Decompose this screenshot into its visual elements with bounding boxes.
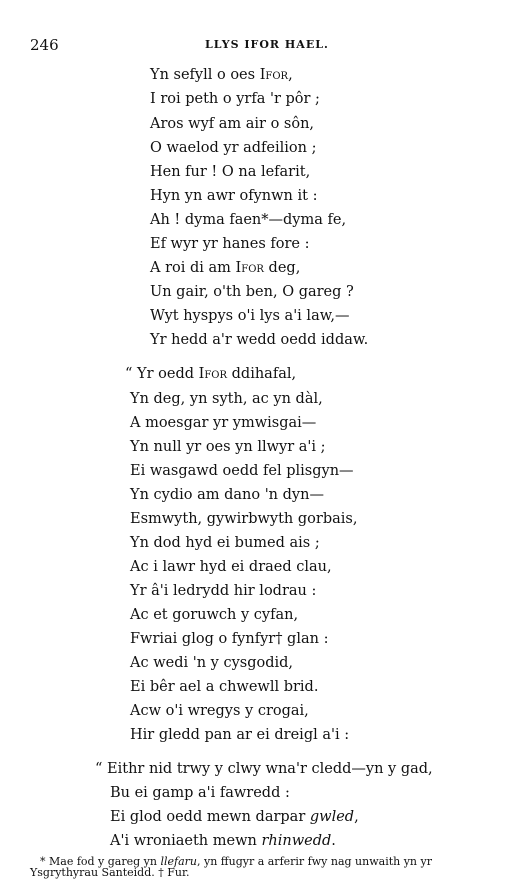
verse-line: Yr â'i ledrydd hir lodrau : bbox=[130, 583, 317, 599]
verse-line: Ac i lawr hyd ei draed clau, bbox=[130, 559, 332, 575]
verse-line: Hir gledd pan ar ei dreigl a'i : bbox=[130, 727, 350, 743]
verse-line: Yr hedd a'r wedd oedd iddaw. bbox=[150, 332, 369, 348]
footnote-line: Ysgrythyrau Santeidd. † Fur. bbox=[30, 866, 190, 879]
verse-line: Aros wyf am air o sôn, bbox=[150, 116, 315, 132]
verse-line: Ei bêr ael a chwewll brid. bbox=[130, 679, 319, 695]
verse-line: Bu ei gamp a'i fawredd : bbox=[110, 785, 290, 801]
verse-line: Hyn yn awr ofynwn it : bbox=[150, 188, 318, 204]
verse-line: Ac wedi 'n y cysgodid, bbox=[130, 655, 294, 671]
verse-line: Ah ! dyma faen*—dyma fe, bbox=[150, 212, 347, 228]
page-number: 246 bbox=[30, 36, 59, 54]
footnote-line: * Mae fod y gareg yn llefaru, yn ffugyr a arferir fwy nag unwaith yn yr bbox=[40, 855, 432, 868]
verse-line: Ef wyr yr hanes fore : bbox=[150, 236, 310, 252]
verse-line: O waelod yr adfeilion ; bbox=[150, 140, 317, 156]
verse-line: I roi peth o yrfa 'r pôr ; bbox=[150, 91, 320, 107]
verse-line: Yn dod hyd ei bumed ais ; bbox=[130, 535, 320, 551]
verse-line: Un gair, o'th ben, O gareg ? bbox=[150, 284, 354, 300]
verse-line: Acw o'i wregys y crogai, bbox=[130, 703, 309, 719]
verse-line: A moesgar yr ymwisgai— bbox=[130, 415, 317, 431]
running-title: LLYS IFOR HAEL. bbox=[205, 38, 329, 51]
verse-line: Ac et goruwch y cyfan, bbox=[130, 607, 299, 623]
footnote bbox=[30, 856, 510, 878]
name-ifor: Ifor bbox=[235, 260, 264, 276]
verse-line: “ Yr oedd Ifor ddihafal, bbox=[125, 366, 297, 382]
verse-line: Yn null yr oes yn llwyr a'i ; bbox=[130, 439, 326, 455]
verse-line: Wyt hyspys o'i lys a'i law,— bbox=[150, 308, 350, 324]
verse-line: Yn cydio am dano 'n dyn— bbox=[130, 487, 324, 503]
verse-line: Fwriai glog o fynfyr† glan : bbox=[130, 631, 329, 647]
name-ifor: Ifor bbox=[198, 366, 228, 382]
page-header bbox=[30, 36, 500, 56]
verse-line: Yn sefyll o oes Ifor, bbox=[150, 67, 293, 83]
verse-line: Ei wasgawd oedd fel plisgyn— bbox=[130, 463, 354, 479]
verse-line: Esmwyth, gywirbwyth gorbais, bbox=[130, 511, 358, 527]
verse-line: A roi di am Ifor deg, bbox=[150, 260, 301, 276]
verse-line: Yn deg, yn syth, ac yn dàl, bbox=[130, 391, 323, 407]
verse-line: A'i wroniaeth mewn rhinwedd. bbox=[110, 833, 336, 849]
verse-line: “ Eithr nid trwy y clwy wna'r cledd—yn y gad, bbox=[95, 761, 433, 777]
name-ifor: Ifor bbox=[259, 67, 289, 83]
verse-line: Hen fur ! O na lefarit, bbox=[150, 164, 311, 180]
verse-line: Ei glod oedd mewn darpar gwled, bbox=[110, 809, 359, 825]
